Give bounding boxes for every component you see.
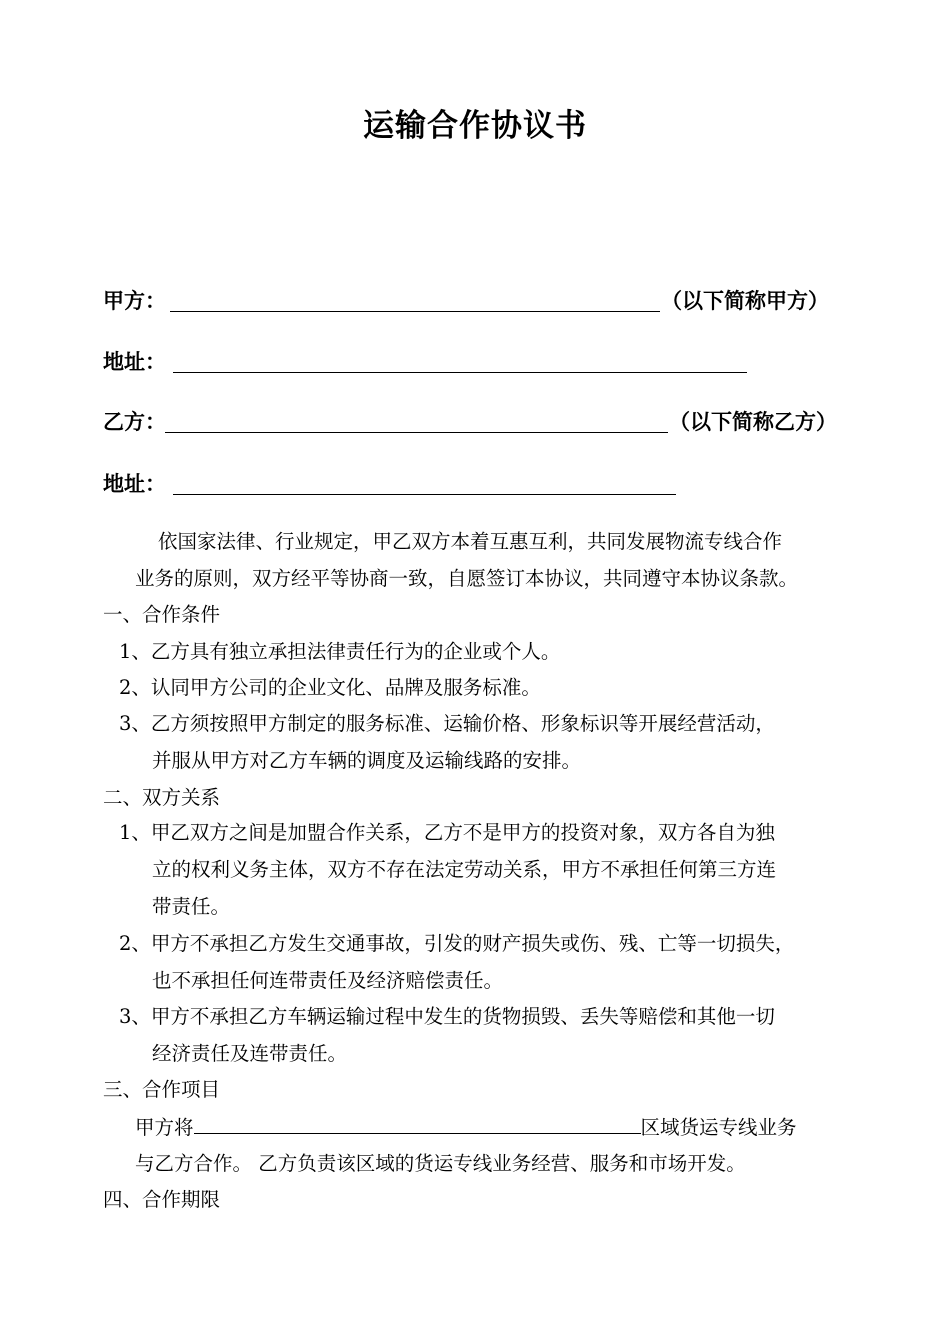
section-heading: 二、双方关系 — [103, 786, 221, 809]
clause-line: 也不承担任何连带责任及经济赔偿责任。 — [152, 969, 504, 992]
party-b-blank[interactable] — [165, 432, 668, 433]
address-b-blank[interactable] — [173, 494, 676, 495]
section-heading: 一、合作条件 — [103, 603, 221, 626]
party-a-line — [103, 285, 863, 315]
clause-line: 与乙方合作。 乙方负责该区域的货运专线业务经营、服务和市场开发。 — [135, 1152, 746, 1175]
clause-line: 1、甲乙双方之间是加盟合作关系，乙方不是甲方的投资对象，双方各自为独 — [119, 821, 775, 844]
clause-line: 2、甲方不承担乙方发生交通事故，引发的财产损失或伤、残、亡等一切损失， — [119, 932, 795, 955]
document-title: 运输合作协议书 — [363, 108, 587, 144]
clause-line: 3、乙方须按照甲方制定的服务标准、运输价格、形象标识等开展经营活动， — [119, 712, 775, 735]
address-a-blank[interactable] — [173, 372, 747, 373]
address-a-label: 地址： — [103, 350, 166, 374]
clause-line: 并服从甲方对乙方车辆的调度及运输线路的安排。 — [152, 749, 582, 772]
clause-line: 立的权利义务主体，双方不存在法定劳动关系，甲方不承担任何第三方连 — [152, 858, 777, 881]
party-b-label: 乙方： — [103, 410, 166, 434]
project-suffix: 区域货运专线业务 — [640, 1116, 797, 1139]
party-a-suffix: （以下简称甲方） — [661, 289, 829, 313]
preamble-line: 业务的原则，双方经平等协商一致，自愿签订本协议，共同遵守本协议条款。 — [135, 567, 799, 590]
preamble-line: 依国家法律、行业规定，甲乙双方本着互惠互利，共同发展物流专线合作 — [158, 530, 783, 553]
section-heading: 四、合作期限 — [103, 1188, 221, 1211]
region-blank[interactable] — [194, 1115, 641, 1134]
address-a-line — [103, 346, 863, 376]
clause-line: 3、甲方不承担乙方车辆运输过程中发生的货物损毁、丢失等赔偿和其他一切 — [119, 1005, 775, 1028]
clause-line: 带责任。 — [152, 895, 231, 918]
clause-line: 1、乙方具有独立承担法律责任行为的企业或个人。 — [119, 640, 561, 663]
address-b-line — [103, 468, 863, 498]
party-a-label: 甲方： — [103, 289, 166, 313]
party-a-blank[interactable] — [170, 311, 660, 312]
party-b-suffix: （以下简称乙方） — [669, 410, 837, 434]
project-prefix: 甲方将 — [135, 1116, 194, 1139]
clause-line: 经济责任及连带责任。 — [152, 1042, 348, 1065]
section-heading: 三、合作项目 — [103, 1078, 221, 1101]
project-line — [135, 1115, 797, 1140]
clause-line: 2、认同甲方公司的企业文化、品牌及服务标准。 — [119, 676, 541, 699]
address-b-label: 地址： — [103, 472, 166, 496]
party-b-line — [103, 406, 863, 436]
